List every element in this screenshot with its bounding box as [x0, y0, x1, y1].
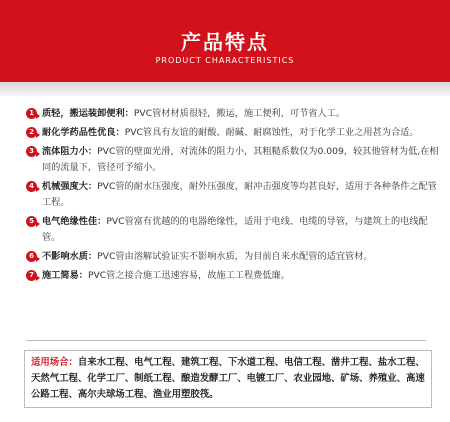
feature-text: PVC管之接合施工迅速容易，故施工工程费低廉。 [87, 270, 290, 281]
feature-title: 机械强度大： [42, 181, 98, 192]
feature-text: PVC管富有优越的的电器绝缘性，适用于电线、电缆的导管，与建筑上的电线配管。 [42, 216, 428, 243]
feature-title: 流体阻力小： [42, 146, 98, 157]
number-badge-icon: 3 [26, 146, 37, 157]
feature-title: 施工简易： [42, 270, 88, 281]
feature-item-6 [26, 249, 446, 265]
applications-label: 适用场合： [31, 357, 78, 368]
feature-text: PVC管的壁面光滑，对流体的阻力小，其粗糙系数仅为0.009，较其他管材为低,在相同的流量下，管径可予缩小。 [42, 146, 439, 173]
page-subtitle: PRODUCT CHARACTERISTICS [155, 56, 295, 65]
feature-item-4 [26, 179, 446, 211]
number-badge-icon: 5 [26, 216, 37, 227]
feature-title: 耐化学药品性优良： [42, 127, 125, 138]
section-divider [26, 340, 426, 341]
feature-item-1 [26, 106, 446, 122]
number-badge-icon: 2 [26, 127, 37, 138]
feature-title: 电气绝缘性佳： [42, 216, 107, 227]
number-badge-icon: 1 [26, 108, 37, 119]
number-badge-icon: 4 [26, 181, 37, 192]
feature-text: PVC管具有友谊的耐酸、耐碱、耐腐蚀性，对于化学工业之用甚为合适。 [124, 127, 419, 138]
feature-title: 不影响水质： [42, 251, 98, 262]
feature-item-5 [26, 214, 446, 246]
feature-list [26, 106, 446, 287]
number-badge-icon: 6 [26, 251, 37, 262]
header-banner [0, 0, 450, 82]
feature-item-2 [26, 125, 446, 141]
header-shadow-band [0, 82, 450, 96]
feature-text: PVC管的耐水压强度，耐外压强度，耐冲击强度等均甚良好，适用于各种条件之配管工程。 [42, 181, 437, 208]
number-badge-icon: 7 [26, 270, 37, 281]
applications-box [24, 350, 432, 408]
feature-item-7 [26, 268, 446, 284]
feature-text: PVC管由溶解试验证实不影响水质，为目前自来水配管的适宜管材。 [97, 251, 373, 262]
feature-item-3 [26, 144, 446, 176]
feature-title: 质轻，搬运装卸便利： [42, 108, 134, 119]
page-title: 产品特点 [181, 30, 269, 54]
feature-text: PVC管材材质很轻，搬运，施工便利，可节省人工。 [133, 108, 346, 119]
applications-text: 自来水工程、电气工程、建筑工程、下水道工程、电信工程、凿井工程、盐水工程、天然气工程、化学工厂、制纸工程、酿造发酵工厂、电镀工厂、农业园地、矿场、养殖业、高速公路工程、高尔夫球场工程、渔业用塑胶筏。 [31, 357, 425, 400]
